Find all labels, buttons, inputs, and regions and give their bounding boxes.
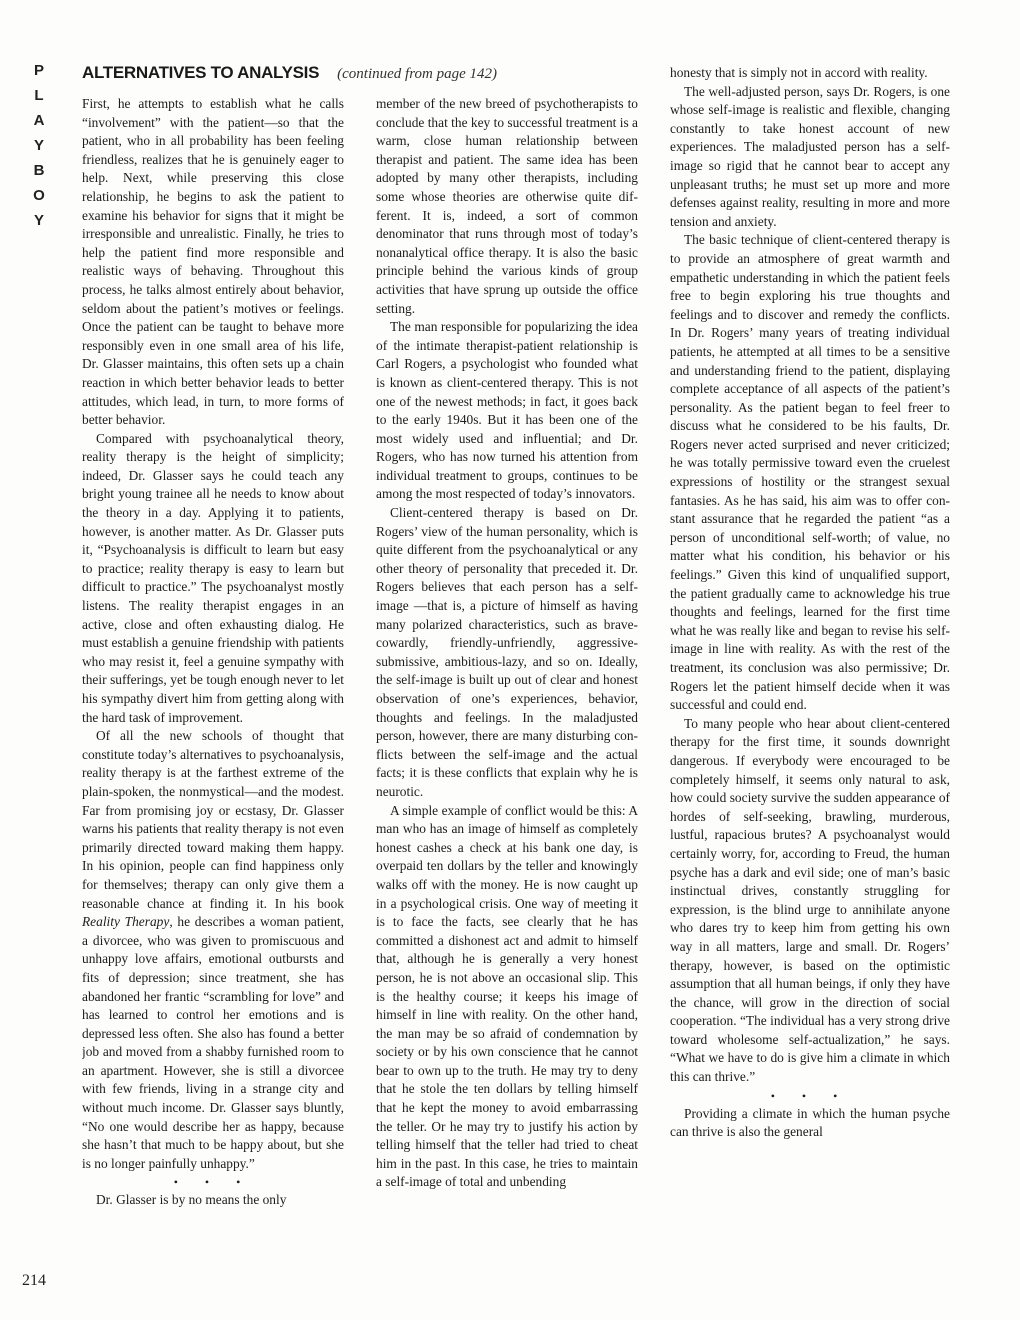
paragraph: The well-adjusted person, says Dr. Rogers, is one whose self-image is realistic and flexible, changing constantly to take honest account of new experiences. The maladjusted person has a self-image so rigid that he cannot bear to accept any unpleasant truths; he must set up more and more defenses against reality, resulting in more and more tension and anxiety. [670,83,950,229]
paragraph: honesty that is simply not in accord with reality. [670,65,928,80]
side-letter: A [33,112,45,129]
continued-note: (continued from page 142) [337,66,497,82]
paragraph: Providing a climate in which the human psyche can thrive is also the general [670,1105,950,1140]
paragraph: Dr. Glasser is by no means the only [96,1192,287,1208]
text-column-1 [82,95,344,1300]
side-letter: B [33,162,45,179]
paragraph: The man responsible for popularizing the idea of the intimate therapist-patient relationship is Carl Rogers, a psychologist who founded what is known as client-centered therapy. This is not one of the newest methods; in fact, it goes back to the early 1940s. But it has been one of the most widely used and influential; and Dr. Rogers, who has now turned his attention from individual treatment to groups, continues to be among the most respected of today’s innovators. [376,319,638,502]
text-column-3 [670,64,950,1269]
paragraph: The basic technique of client-centered therapy is to provide an atmosphere of great warmth and empathetic understanding in which the patient feels free to begin exploring his true thoughts and feelings and to discover and remedy the conflicts. In Dr. Rogers’ many years of treating individual patients, he attempted at all times to be a sensitive and understanding friend to the patient, displaying complete acceptance of all aspects of the patient’s personality. As the patient began to feel freer to discuss what he considered to be his faults, Dr. Rogers never acted surprised and never criticized; he was totally permissive toward even the cruelest expressions of hostility or the strangest sexual fantasies. As he has said, his aim was to offer constant assurance that he regarded the patient “as a person of unconditional self-worth; of value, no matter what his condition, his behavior or his feelings.” Given this kind of unqualified support, the patient gradually came to acknowledge his true thoughts and feelings, learned for the first time what he was really like and began to revise his self-image in line with reality. As with the rest of the treatment, its conclusion was also permissive; Dr. Rogers let the patient himself decide when it was successful and could end. [670,232,950,713]
book-title: Reality Therapy [82,914,170,930]
article-header [82,63,652,87]
page-number: 214 [22,1272,46,1289]
paragraph-text: , he describes a woman patient, a divorcee, who was given to promiscuous and unhappy love affairs, emotional outbursts and fits of depression; since treatment, she has abandoned her frantic “scrambling for love” and has learned to control her emotions and is depressed less often. She also has found a better job and moved from a shabby furnished room to an apartment. However, she is still a divorcee with few friends, living in a strange city and without much income. Dr. Glasser says bluntly, “No one would describe her as happy, because she hasn’t that much to be happy about, but she is no longer painfully unhappy.” [82,914,344,1171]
paragraph-text: Of all the new schools of thought that constitute today’s alternatives to psychoanalysis, reality therapy is at the farthest extreme of the plain-spoken, the nonmystical—and the modest. Far from promising joy or ecstasy, Dr. Glasser warns his patients that reality therapy is not even primarily directed toward making them happy. In his opinion, people can find happiness only for themselves; therapy can only give them a reasonable chance at finding it. In his book [82,728,344,911]
paragraph: Compared with psychoanalytical theory, reality therapy is the height of simplicity; indeed, Dr. Glasser says he could teach any bright young trainee all he needs to know about the theory in a day. Applying it to patients, however, is another matter. As Dr. Glasser puts it, “Psychoanalysis is difficult to learn but easy to practice; reality therapy is easy to learn but difficult to practice.” The psychoanalyst mostly listens. The reality therapist engages in an active, close and often exhausting dialog. He must establish a genuine friendship with patients who may resist it, feel a genuine sympathy with their sufferings, yet be tough enough never to let his sympathy divert him from getting along with the hard task of improvement. [82,430,344,725]
article-title: ALTERNATIVES TO ANALYSIS [82,63,320,82]
paragraph: Client-centered therapy is based on Dr. Rogers’ view of the human personality, which is quite different from the psychoanalytical or any other theory of personality that preceded it. Dr. Rogers believes that each person has a self-image —that is, a picture of himself as having many polarized characteristics, such as brave-cowardly, friendly-unfriendly, aggressive-submissive, ambitious-lazy, and so on. Ideally, the self-image is built up out of clear and honest observation of one’s experiences, behavior, thoughts and feelings. In the maladjusted person, however, there are many disturbing conflicts between the self-image and the actual facts; it is these conflicts that explain why he is neurotic. [376,505,638,799]
section-divider: • • • [173,1175,253,1190]
paragraph: First, he attempts to establish what he calls “involvement” with the patient—so that the patient, who in all probability has been feeling friendless, realizes that he is genuinely eager to help. Next, while preserving this close relationship, he begins to ask the patient to examine his behavior for signs that it might be irresponsible and unrealistic. Finally, he tries to help the patient find more responsible and realistic ways of behaving. Throughout this process, he talks almost entirely about behavior, seldom about the patient’s motives or feelings. Once the patient can be taught to behave more responsibly even in one small area of his life, Dr. Glasser maintains, this often sets up a chain reaction in which better behavior leads to better attitudes, which lead, in turn, to more forms of better behavior. [82,96,344,428]
side-letter: Y [33,212,44,229]
side-letter: O [33,187,45,204]
paragraph: To many people who hear about client-centered therapy for the first time, it sounds downright dangerous. If everybody were encouraged to be completely himself, it seems only natural to ask, how could society survive the sudden appearance of hordes of self-seeking, brawling, murderous, lustful, rapacious brutes? A psychoanalyst would certainly worry, for, according to Freud, the human psyche has a dark and evil side; one of man’s basic instinctual drives, constantly struggling for expression, is the blind urge to annihilate anyone who dares try to keep him from getting his own way in all matters, large and small. Dr. Rogers’ therapy, however, is based on the optimistic assumption that all human beings, if only they have the chance, will grow in the direction of social cooperation. “The individual has a very strong drive toward wholesome self-actualization,” he says. “What we have to do is give him a climate in which this can thrive.” [670,715,950,1085]
paragraph [82,727,344,1173]
side-letter: P [33,62,44,79]
side-letter: Y [33,137,44,154]
paragraph: A simple example of conflict would be this: A man who has an image of himself as completely honest cashes a check at his bank one day, is overpaid ten dollars by the teller and knowingly walks off with the money. He is now caught up in a psychological crisis. One way of meeting it is to face the facts, see clearly that he has committed a dishonest act and admit to himself that, although he is generally a very honest person, he is not above an occasional slip. This is the healthy course; it keeps his image of himself in line with reality. On the other hand, the man may be so afraid of condemnation by society or by his own conscience that he cannot bear to own up to the truth. He may try to deny that he stole the ten dollars by telling himself that he kept the money to avoid embarrassing the teller. Or he may try to justify his action by telling himself that the teller had tried to cheat him in the past. In this case, he tries to maintain a self-image of total and unbending [376,802,638,1190]
text-column-2 [376,95,638,1300]
magazine-name-vertical [26,58,52,233]
paragraph: member of the new breed of psychotherapists to conclude that the key to successful treatment is a warm, close human relationship between therapist and patient. The same idea has been adopted by many other therapists, including some whose theories are otherwise quite different. It is, indeed, a sort of common denominator that runs through most of today’s nonanalytical office therapy. It is also the basic principle behind the various kinds of group activities that have sprung up outside the office setting. [376,96,638,316]
section-divider: • • • [770,1088,850,1103]
side-letter: L [34,87,44,104]
